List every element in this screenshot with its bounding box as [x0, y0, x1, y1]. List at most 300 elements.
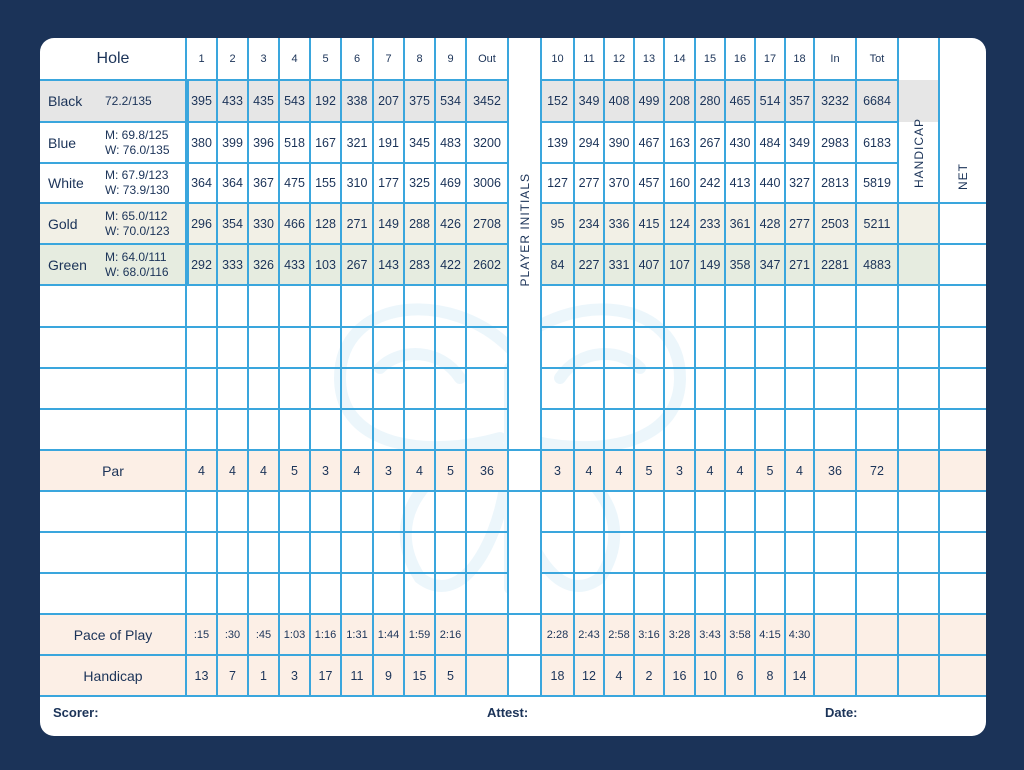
- score-entry-cell[interactable]: [341, 368, 373, 409]
- grid-line: [216, 38, 218, 696]
- score-entry-cell[interactable]: [755, 368, 785, 409]
- grand-total-cell: 4883: [863, 257, 891, 272]
- grid-line: [898, 490, 986, 492]
- score-entry-cell[interactable]: [310, 368, 341, 409]
- grid-line: [465, 38, 467, 696]
- score-entry-cell[interactable]: [574, 532, 604, 573]
- yardage-cell: 433: [222, 94, 243, 108]
- score-entry-cell[interactable]: [40, 532, 186, 573]
- score-entry-cell[interactable]: [435, 327, 466, 368]
- yardage-cell: 191: [378, 135, 399, 150]
- score-entry-cell[interactable]: [574, 491, 604, 532]
- yardage-cell: 396: [253, 135, 274, 150]
- score-entry-cell[interactable]: [785, 491, 814, 532]
- score-entry-cell[interactable]: [898, 285, 939, 327]
- grid-line: [541, 243, 898, 245]
- yardage-cell: 149: [699, 257, 721, 272]
- yardage-cell: 267: [699, 135, 721, 150]
- score-entry-cell[interactable]: [785, 368, 814, 409]
- score-entry-cell[interactable]: [279, 532, 310, 573]
- par-cell: 3: [385, 463, 392, 478]
- score-entry-cell[interactable]: [898, 409, 939, 450]
- grid-line: [508, 654, 541, 656]
- score-entry-cell[interactable]: [634, 368, 664, 409]
- hole-handicap-cell: 4: [615, 668, 623, 683]
- score-entry-cell[interactable]: [541, 285, 574, 327]
- par-cell: 4: [198, 463, 205, 478]
- yardage-cell: 457: [638, 176, 660, 190]
- score-entry-cell[interactable]: [856, 285, 898, 327]
- hole-number: 1: [198, 53, 205, 65]
- score-entry-cell[interactable]: [404, 409, 435, 450]
- date-label: Date:: [825, 705, 858, 720]
- par-out-cell: 36: [480, 463, 494, 478]
- score-entry-cell[interactable]: [604, 285, 634, 327]
- hole-number: 9: [447, 53, 454, 65]
- hole-handicap-cell: 6: [736, 668, 744, 683]
- yardage-cell: 294: [578, 135, 600, 150]
- score-entry-cell[interactable]: [785, 573, 814, 614]
- score-entry-cell[interactable]: [341, 573, 373, 614]
- score-entry-cell[interactable]: [755, 327, 785, 368]
- score-entry-cell[interactable]: [248, 409, 279, 450]
- score-entry-cell[interactable]: [186, 532, 217, 573]
- score-entry-cell[interactable]: [939, 409, 986, 450]
- yardage-cell: 233: [699, 216, 721, 231]
- score-entry-cell[interactable]: [373, 409, 404, 450]
- score-entry-cell[interactable]: [466, 327, 508, 368]
- score-entry-cell[interactable]: [435, 532, 466, 573]
- score-entry-cell[interactable]: [279, 409, 310, 450]
- score-entry-cell[interactable]: [856, 327, 898, 368]
- pace-cell: :15: [193, 628, 210, 641]
- score-entry-cell[interactable]: [248, 573, 279, 614]
- grid-line: [40, 654, 508, 656]
- score-entry-cell[interactable]: [466, 409, 508, 450]
- score-entry-cell[interactable]: [435, 573, 466, 614]
- score-entry-cell[interactable]: [466, 532, 508, 573]
- tee-rating: [105, 128, 170, 158]
- score-entry-cell[interactable]: [939, 327, 986, 368]
- yardage-cell: 475: [284, 176, 305, 190]
- yardage-cell: 440: [759, 176, 781, 190]
- score-entry-cell[interactable]: [725, 285, 755, 327]
- score-entry-cell[interactable]: [40, 573, 186, 614]
- score-entry-cell[interactable]: [604, 368, 634, 409]
- score-entry-cell[interactable]: [40, 491, 186, 532]
- grid-line: [541, 531, 898, 533]
- tee-rating-line: M: 65.0/112: [105, 208, 168, 223]
- score-entry-cell[interactable]: [217, 285, 248, 327]
- yardage-cell: 499: [638, 94, 660, 108]
- score-entry-cell[interactable]: [404, 327, 435, 368]
- score-entry-cell[interactable]: [939, 573, 986, 614]
- grid-line: [897, 38, 899, 696]
- grid-line: [541, 326, 898, 328]
- hole-handicap-cell: 2: [645, 668, 653, 683]
- player-initials-label: PLAYER INITIALS: [517, 173, 532, 287]
- grid-line: [724, 38, 726, 696]
- yardage-cell: 107: [669, 257, 690, 272]
- grid-line: [898, 695, 986, 697]
- grand-total-cell: 5819: [863, 176, 891, 190]
- score-entry-cell[interactable]: [856, 491, 898, 532]
- hole-handicap-cell: 10: [703, 668, 717, 683]
- score-entry-cell[interactable]: [541, 409, 574, 450]
- hole-handicap-cell: 18: [550, 668, 565, 683]
- score-entry-cell[interactable]: [695, 532, 725, 573]
- score-entry-cell[interactable]: [466, 491, 508, 532]
- score-entry-cell[interactable]: [939, 368, 986, 409]
- score-entry-cell[interactable]: [695, 409, 725, 450]
- score-entry-cell[interactable]: [341, 491, 373, 532]
- yardage-cell: 361: [729, 216, 751, 231]
- grid-line: [372, 38, 374, 696]
- grid-line: [898, 243, 986, 245]
- score-entry-cell[interactable]: [574, 368, 604, 409]
- pace-cell: 1:16: [314, 628, 337, 641]
- score-entry-cell[interactable]: [466, 573, 508, 614]
- grid-line: [40, 79, 508, 81]
- pace-cell: 2:43: [578, 628, 600, 641]
- pace-of-play-label: Pace of Play: [73, 626, 153, 643]
- score-entry-cell[interactable]: [604, 327, 634, 368]
- score-entry-cell[interactable]: [814, 327, 856, 368]
- yardage-cell: 336: [608, 216, 630, 231]
- in-total-cell: 2983: [821, 135, 849, 150]
- score-entry-cell[interactable]: [373, 532, 404, 573]
- score-entry-cell[interactable]: [634, 491, 664, 532]
- score-entry-cell[interactable]: [725, 573, 755, 614]
- score-entry-cell[interactable]: [814, 573, 856, 614]
- grid-line: [541, 79, 898, 81]
- hole-handicap-cell: 12: [582, 668, 596, 683]
- score-entry-cell[interactable]: [341, 532, 373, 573]
- yardage-cell: 518: [284, 135, 305, 150]
- par-cell: 4: [585, 463, 593, 478]
- score-entry-cell[interactable]: [814, 491, 856, 532]
- tee-rating: [105, 250, 169, 280]
- out-header: Out: [478, 53, 496, 65]
- score-entry-cell[interactable]: [217, 532, 248, 573]
- grid-line: [813, 38, 815, 696]
- par-cell: 3: [676, 463, 683, 478]
- score-entry-cell[interactable]: [856, 368, 898, 409]
- score-entry-cell[interactable]: [574, 409, 604, 450]
- score-entry-cell[interactable]: [664, 573, 695, 614]
- score-entry-cell[interactable]: [695, 573, 725, 614]
- yardage-cell: 422: [440, 257, 461, 272]
- score-entry-cell[interactable]: [814, 285, 856, 327]
- grid-line: [40, 490, 508, 492]
- par-cell: 3: [554, 463, 561, 478]
- score-entry-cell[interactable]: [404, 491, 435, 532]
- yardage-cell: 395: [191, 94, 212, 108]
- score-entry-cell[interactable]: [310, 573, 341, 614]
- score-entry-cell[interactable]: [341, 327, 373, 368]
- score-entry-cell[interactable]: [725, 491, 755, 532]
- score-entry-cell[interactable]: [404, 532, 435, 573]
- yardage-cell: 357: [789, 94, 810, 108]
- yardage-cell: 127: [547, 176, 568, 190]
- grid-line: [663, 38, 665, 696]
- score-entry-cell[interactable]: [664, 532, 695, 573]
- hole-handicap-cell: 7: [229, 668, 236, 683]
- score-entry-cell[interactable]: [279, 285, 310, 327]
- score-entry-cell[interactable]: [310, 285, 341, 327]
- yardage-cell: 177: [378, 176, 399, 190]
- score-entry-cell[interactable]: [541, 327, 574, 368]
- score-entry-cell[interactable]: [373, 327, 404, 368]
- score-entry-cell[interactable]: [939, 285, 986, 327]
- score-entry-cell[interactable]: [279, 491, 310, 532]
- score-entry-cell[interactable]: [404, 285, 435, 327]
- score-entry-cell[interactable]: [695, 327, 725, 368]
- hole-handicap-cell: 13: [194, 668, 209, 683]
- yardage-cell: 139: [547, 135, 568, 150]
- hole-handicap-cell: 14: [792, 668, 807, 683]
- score-entry-cell[interactable]: [725, 532, 755, 573]
- score-entry-cell[interactable]: [186, 409, 217, 450]
- score-entry-cell[interactable]: [310, 532, 341, 573]
- score-entry-cell[interactable]: [574, 573, 604, 614]
- yardage-cell: 271: [789, 257, 810, 272]
- score-entry-cell[interactable]: [604, 532, 634, 573]
- score-entry-cell[interactable]: [604, 491, 634, 532]
- grid-line: [898, 202, 986, 204]
- grand-total-cell: 6684: [863, 94, 891, 108]
- score-entry-cell[interactable]: [248, 532, 279, 573]
- par-cell: 3: [322, 463, 329, 478]
- pace-cell: 2:28: [546, 628, 569, 641]
- score-entry-cell[interactable]: [186, 327, 217, 368]
- grid-line: [434, 38, 436, 696]
- grid-line: [507, 38, 509, 696]
- tee-label-green: [40, 244, 186, 285]
- score-entry-cell[interactable]: [755, 491, 785, 532]
- hole-number: 11: [583, 53, 595, 65]
- score-entry-cell[interactable]: [898, 532, 939, 573]
- tee-name: White: [48, 175, 84, 191]
- grid-line: [541, 613, 898, 615]
- grid-line: [40, 449, 508, 451]
- score-entry-cell[interactable]: [898, 368, 939, 409]
- score-entry-cell[interactable]: [856, 532, 898, 573]
- score-entry-cell[interactable]: [341, 409, 373, 450]
- score-entry-cell[interactable]: [755, 285, 785, 327]
- grid-line: [541, 572, 898, 574]
- score-entry-cell[interactable]: [40, 327, 186, 368]
- score-entry-cell[interactable]: [435, 491, 466, 532]
- score-entry-cell[interactable]: [939, 491, 986, 532]
- score-entry-cell[interactable]: [217, 573, 248, 614]
- score-entry-cell[interactable]: [785, 532, 814, 573]
- handicap-column-label: HANDICAP: [911, 118, 926, 189]
- yardage-cell: 288: [409, 216, 430, 231]
- score-entry-cell[interactable]: [435, 285, 466, 327]
- score-entry-cell[interactable]: [634, 573, 664, 614]
- score-entry-cell[interactable]: [279, 327, 310, 368]
- yardage-cell: 208: [669, 94, 690, 108]
- score-entry-cell[interactable]: [785, 327, 814, 368]
- score-entry-cell[interactable]: [856, 409, 898, 450]
- hole-number: 13: [642, 53, 656, 65]
- score-entry-cell[interactable]: [217, 327, 248, 368]
- score-entry-cell[interactable]: [634, 409, 664, 450]
- yardage-cell: 484: [759, 135, 781, 150]
- pace-cell: 3:43: [699, 628, 721, 641]
- score-entry-cell[interactable]: [664, 491, 695, 532]
- yardage-cell: 426: [440, 216, 461, 231]
- score-entry-cell[interactable]: [541, 573, 574, 614]
- score-entry-cell[interactable]: [186, 491, 217, 532]
- score-entry-cell[interactable]: [217, 368, 248, 409]
- score-entry-cell[interactable]: [541, 491, 574, 532]
- score-entry-cell[interactable]: [404, 368, 435, 409]
- score-entry-cell[interactable]: [248, 285, 279, 327]
- score-entry-cell[interactable]: [634, 327, 664, 368]
- score-entry-cell[interactable]: [755, 409, 785, 450]
- grid-line: [340, 38, 342, 696]
- score-entry-cell[interactable]: [466, 285, 508, 327]
- out-total-cell: 3200: [473, 135, 501, 150]
- score-entry-cell[interactable]: [248, 368, 279, 409]
- score-entry-cell[interactable]: [435, 409, 466, 450]
- par-cell: 5: [291, 463, 298, 478]
- score-entry-cell[interactable]: [695, 285, 725, 327]
- score-entry-cell[interactable]: [541, 368, 574, 409]
- yardage-cell: 277: [789, 216, 810, 231]
- score-entry-cell[interactable]: [695, 491, 725, 532]
- score-entry-cell[interactable]: [574, 327, 604, 368]
- in-header: In: [830, 53, 840, 65]
- score-entry-cell[interactable]: [40, 368, 186, 409]
- hole-handicap-cell: 5: [447, 668, 454, 683]
- grid-line: [278, 38, 280, 696]
- tee-rating-line: M: 69.8/125: [105, 127, 169, 142]
- tee-rating-line: M: 64.0/111: [105, 249, 167, 264]
- score-entry-cell[interactable]: [856, 573, 898, 614]
- score-entry-cell[interactable]: [634, 532, 664, 573]
- score-entry-cell[interactable]: [310, 409, 341, 450]
- score-entry-cell[interactable]: [898, 327, 939, 368]
- attest-label: Attest:: [487, 705, 529, 720]
- par-cell: 4: [260, 463, 267, 478]
- score-entry-cell[interactable]: [814, 368, 856, 409]
- score-entry-cell[interactable]: [634, 285, 664, 327]
- yardage-cell: 465: [729, 94, 751, 108]
- pace-cell: 1:03: [283, 628, 306, 641]
- yardage-cell: 271: [346, 216, 368, 231]
- score-entry-cell[interactable]: [814, 532, 856, 573]
- score-entry-cell[interactable]: [604, 409, 634, 450]
- grid-line: [784, 38, 786, 696]
- score-entry-cell[interactable]: [695, 368, 725, 409]
- score-entry-cell[interactable]: [435, 368, 466, 409]
- score-entry-cell[interactable]: [404, 573, 435, 614]
- score-entry-cell[interactable]: [541, 532, 574, 573]
- score-entry-cell[interactable]: [755, 573, 785, 614]
- tee-rating-line: W: 68.0/116: [105, 264, 169, 279]
- score-entry-cell[interactable]: [664, 368, 695, 409]
- grid-line: [40, 121, 508, 123]
- hole-handicap-cell: 11: [350, 668, 364, 683]
- score-entry-cell[interactable]: [785, 409, 814, 450]
- grid-line: [898, 367, 986, 369]
- score-entry-cell[interactable]: [310, 491, 341, 532]
- yardage-cell: 413: [729, 176, 751, 190]
- score-entry-cell[interactable]: [725, 368, 755, 409]
- score-entry-cell[interactable]: [664, 409, 695, 450]
- score-entry-cell[interactable]: [40, 409, 186, 450]
- score-entry-cell[interactable]: [898, 491, 939, 532]
- handicap-header: [898, 38, 939, 203]
- score-entry-cell[interactable]: [725, 327, 755, 368]
- hole-handicap-cell: 15: [412, 668, 427, 683]
- hole-number: 3: [260, 53, 267, 65]
- score-entry-cell[interactable]: [939, 532, 986, 573]
- score-entry-cell[interactable]: [248, 327, 279, 368]
- grid-line: [541, 162, 898, 164]
- score-entry-cell[interactable]: [310, 327, 341, 368]
- yardage-cell: 327: [789, 176, 810, 190]
- score-entry-cell[interactable]: [186, 573, 217, 614]
- yardage-cell: 428: [759, 216, 781, 231]
- score-entry-cell[interactable]: [186, 368, 217, 409]
- pace-cell: 3:16: [638, 628, 660, 641]
- tee-name: Blue: [48, 134, 77, 151]
- score-entry-cell[interactable]: [466, 368, 508, 409]
- yardage-cell: 103: [315, 257, 336, 272]
- score-entry-cell[interactable]: [341, 285, 373, 327]
- score-entry-cell[interactable]: [785, 285, 814, 327]
- score-entry-cell[interactable]: [725, 409, 755, 450]
- score-entry-cell[interactable]: [604, 573, 634, 614]
- grid-line: [403, 38, 405, 696]
- yardage-cell: 433: [284, 257, 305, 272]
- grid-line: [508, 613, 541, 615]
- score-entry-cell[interactable]: [186, 285, 217, 327]
- score-entry-cell[interactable]: [217, 409, 248, 450]
- hole-number: 10: [551, 53, 564, 65]
- score-entry-cell[interactable]: [40, 285, 186, 327]
- score-entry-cell[interactable]: [898, 573, 939, 614]
- hole-number: 2: [229, 53, 236, 65]
- yardage-cell: 380: [191, 135, 212, 150]
- yardage-cell: 543: [284, 94, 305, 108]
- score-entry-cell[interactable]: [279, 573, 310, 614]
- yardage-cell: 483: [440, 135, 461, 150]
- score-entry-cell[interactable]: [574, 285, 604, 327]
- score-entry-cell[interactable]: [664, 285, 695, 327]
- score-entry-cell[interactable]: [373, 573, 404, 614]
- yardage-cell: 326: [253, 257, 274, 272]
- grid-line: [898, 326, 986, 328]
- yardage-cell: 399: [222, 135, 243, 150]
- score-entry-cell[interactable]: [248, 491, 279, 532]
- pace-cell: 2:58: [608, 628, 630, 641]
- yardage-cell: 354: [222, 216, 243, 231]
- score-entry-cell[interactable]: [217, 491, 248, 532]
- score-entry-cell[interactable]: [373, 368, 404, 409]
- score-entry-cell[interactable]: [755, 532, 785, 573]
- score-entry-cell[interactable]: [814, 409, 856, 450]
- score-entry-cell[interactable]: [279, 368, 310, 409]
- tee-rating: [105, 209, 170, 239]
- score-entry-cell[interactable]: [373, 285, 404, 327]
- score-entry-cell[interactable]: [373, 491, 404, 532]
- score-entry-cell[interactable]: [664, 327, 695, 368]
